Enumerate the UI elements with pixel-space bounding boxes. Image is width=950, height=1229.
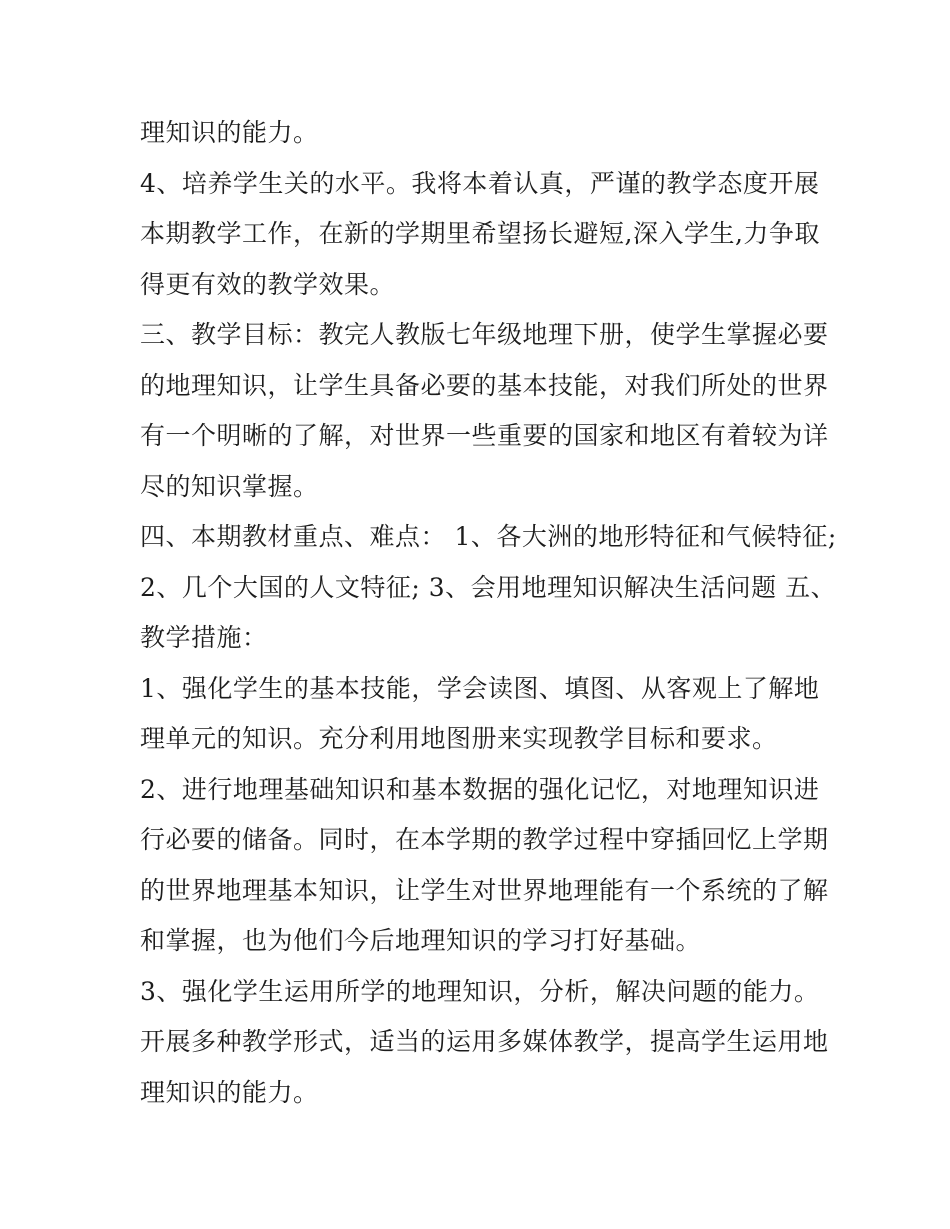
text-line: 三、教学目标：教完人教版七年级地理下册，使学生掌握必要 (140, 320, 829, 349)
text-line: 2、进行地理基础知识和基本数据的强化记忆，对地理知识进 (140, 774, 820, 804)
text-line: 得更有效的教学效果。 (140, 269, 396, 299)
text-line: 1、强化学生的基本技能，学会读图、填图、从客观上了解地 (140, 673, 820, 703)
text-line: 的地理知识，让学生具备必要的基本技能，对我们所处的世界 (140, 370, 829, 400)
text-line: 本期教学工作，在新的学期里希望扬长避短,深入学生,力争取 (140, 219, 820, 248)
text-line: 开展多种教学形式，适当的运用多媒体教学，提高学生运用地 (140, 1027, 829, 1056)
text-line: 和掌握，也为他们今后地理知识的学习打好基础。 (140, 926, 702, 955)
text-line: 教学措施： (140, 623, 268, 652)
text-line: 4、培养学生关的水平。我将本着认真，严谨的教学态度开展 (140, 168, 820, 198)
text-line: 2、几个大国的人文特征; 3、会用地理知识解决生活问题 五、 (140, 572, 837, 602)
text-line: 尽的知识掌握。 (140, 471, 319, 501)
text-line: 四、本期教材重点、难点： 1、各大洲的地形特征和气候特征; (140, 522, 837, 551)
text-line: 有一个明晰的了解，对世界一些重要的国家和地区有着较为详 (140, 421, 829, 450)
text-line: 的世界地理基本知识，让学生对世界地理能有一个系统的了解 (140, 875, 829, 905)
document-body (140, 108, 837, 1118)
text-line: 行必要的储备。同时，在本学期的教学过程中穿插回忆上学期 (140, 825, 829, 854)
text-line: 理知识的能力。 (140, 118, 319, 147)
text-line: 理单元的知识。充分利用地图册来实现教学目标和要求。 (140, 724, 778, 753)
text-line: 理知识的能力。 (140, 1077, 319, 1107)
text-line: 3、强化学生运用所学的地理知识，分析，解决问题的能力。 (140, 976, 820, 1006)
